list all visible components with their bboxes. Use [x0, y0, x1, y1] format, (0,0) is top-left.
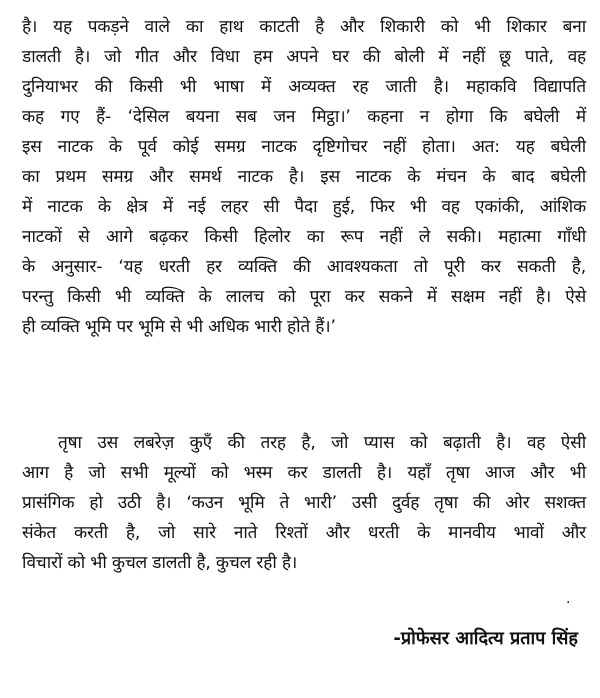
paragraph-line: नाटकों से आगे बढ़कर किसी हिलोर का रूप नहीं ले सकी। महात्मा गाँधी: [22, 227, 586, 247]
paragraph-line: में नाटक के क्षेत्र में नई लहर सी पैदा हुई, फिर भी वह एकांकी, आंशिक: [22, 197, 586, 217]
paragraph-line: के अनुसार- ‘यह धरती हर व्यक्ति की आवश्यकता तो पूरी कर सकती है,: [22, 257, 586, 277]
paragraph-2: [22, 428, 586, 578]
paragraph-line: कह गए हैं- ‘देसिल बयना सब जन मिट्ठा।’ कहना न होगा कि बघेली में: [22, 107, 586, 127]
author-signature: -प्रोफेसर आदित्य प्रताप सिंह: [393, 628, 578, 649]
paragraph-line: संकेत करती है, जो सारे नाते रिश्तों और धरती के मानवीय भावों और: [22, 523, 586, 543]
paragraph-line: का प्रथम समग्र और समर्थ नाटक है। इस नाटक के मंचन के बाद बघेली: [22, 167, 586, 187]
paragraph-line: इस नाटक के पूर्व कोई समग्र नाटक दृष्टिगोचर नहीं होता। अत: यह बघेली: [22, 137, 586, 157]
paragraph-line: है। यह पकड़ने वाले का हाथ काटती है और शिकारी को भी शिकार बना: [22, 17, 586, 37]
paragraph-line: तृषा उस लबरेज़ कुएँ की तरह है, जो प्यास को बढ़ाती है। वह ऐसी: [58, 433, 586, 453]
paragraph-line: प्रासंगिक हो उठी है। ‘कउन भूमि ते भारी’ उसी दुर्वह तृषा की ओर सशक्त: [22, 493, 586, 513]
paragraph-line: परन्तु किसी भी व्यक्ति के लालच को पूरा कर सकने में सक्षम नहीं है। ऐसे: [22, 287, 586, 307]
paragraph-line: डालती है। जो गीत और विधा हम अपने घर की बोली में नहीं छू पाते, वह: [22, 47, 586, 67]
paragraph-line: आग है जो सभी मूल्यों को भस्म कर डालती है। यहाँ तृषा आज और भी: [22, 463, 586, 483]
paragraph-line: दुनियाभर की किसी भी भाषा में अव्यक्त रह जाती है। महाकवि विद्यापति: [22, 77, 586, 97]
paragraph-1: [22, 12, 586, 342]
stray-mark: .: [566, 591, 571, 607]
paragraph-line: ही व्यक्ति भूमि पर भूमि से भी अधिक भारी होते हैं।’: [22, 317, 336, 337]
paragraph-line: विचारों को भी कुचल डालती है, कुचल रही है।: [22, 553, 298, 573]
